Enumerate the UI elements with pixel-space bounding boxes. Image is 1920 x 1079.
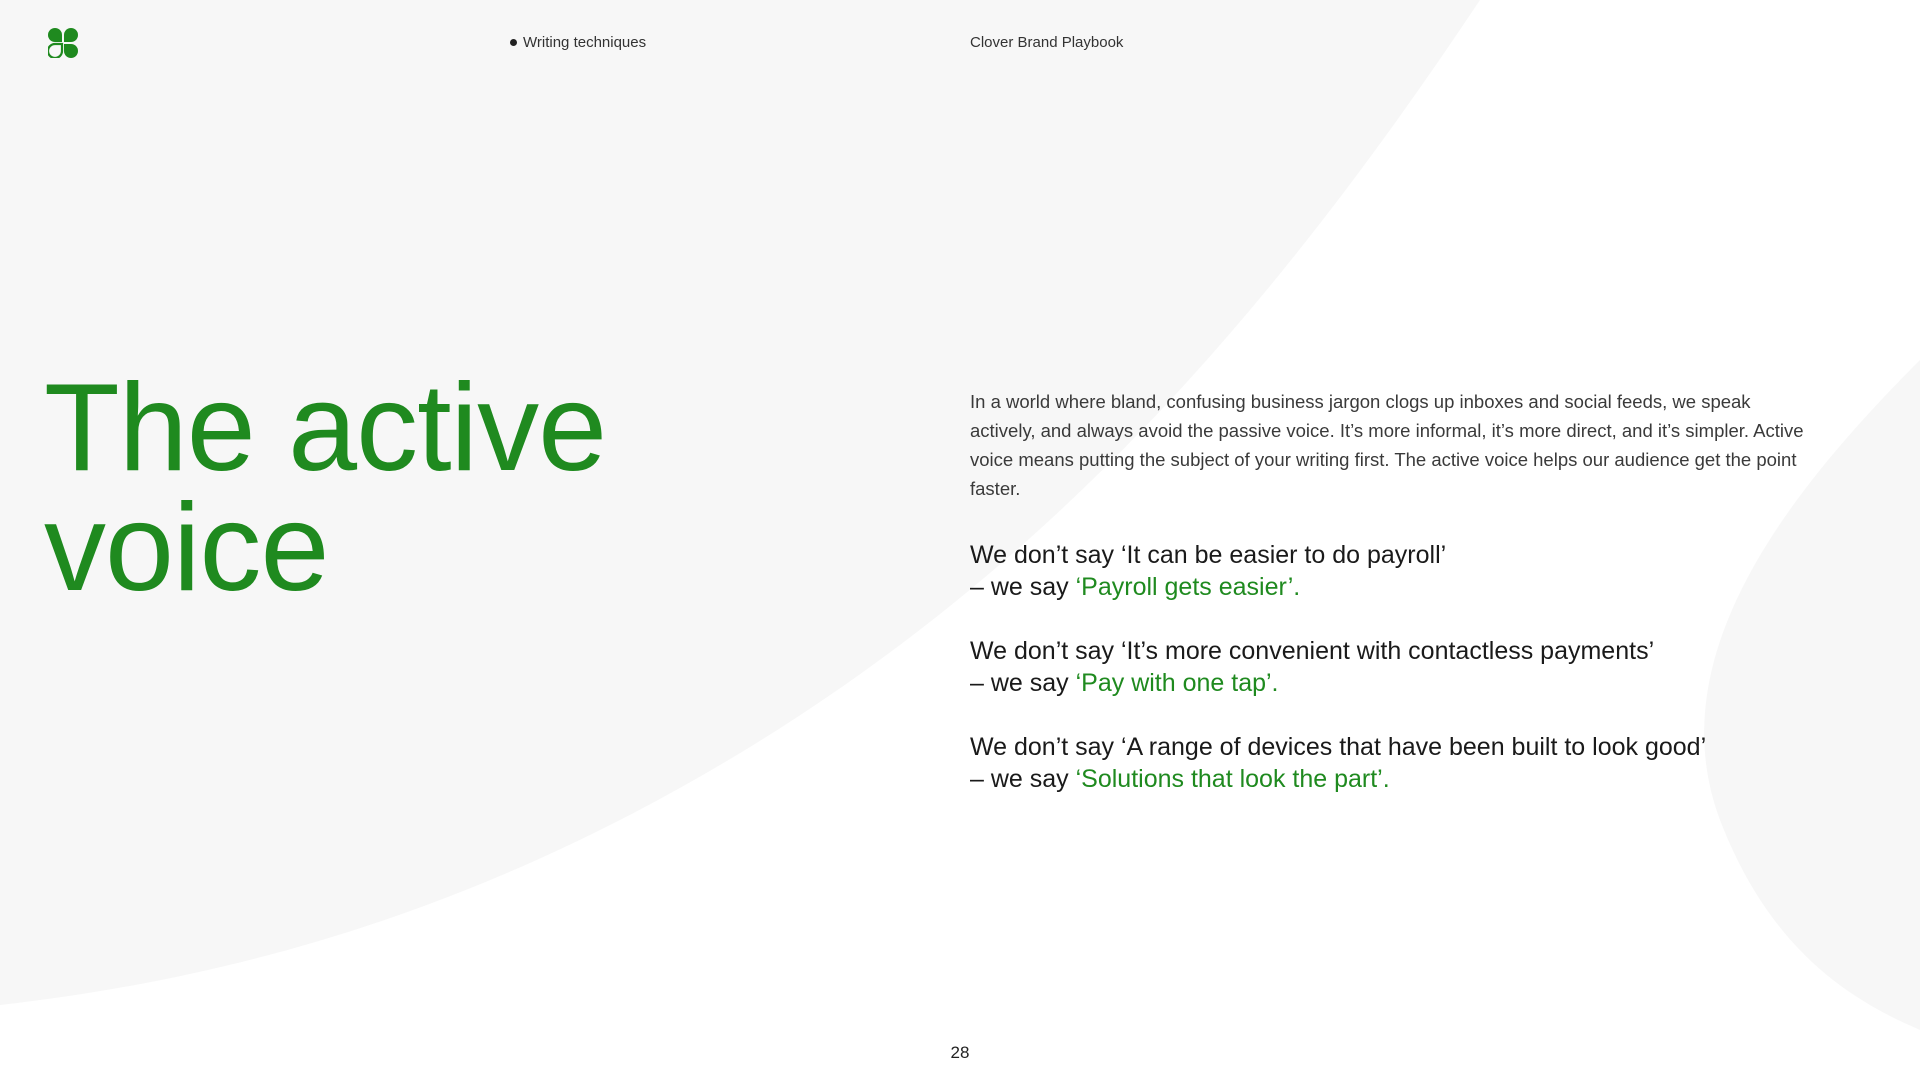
section-label-text: Writing techniques — [523, 34, 647, 51]
we-say-prefix: – we say — [970, 765, 1076, 793]
example-dont-say: We don’t say ‘It can be easier to do payroll’ — [970, 541, 1447, 569]
bullet-dot-icon — [510, 39, 517, 46]
example-we-say — [970, 763, 1850, 795]
headline-line-2: voice — [44, 479, 329, 617]
examples-list — [970, 539, 1850, 827]
document-title: Clover Brand Playbook — [970, 34, 1124, 51]
section-label — [510, 34, 646, 51]
example-item — [970, 539, 1850, 603]
we-say-phrase: ‘Payroll gets easier’. — [1075, 573, 1301, 601]
page-number: 28 — [950, 1043, 970, 1062]
example-we-say — [970, 667, 1850, 699]
clover-logo-icon — [48, 28, 78, 58]
example-item — [970, 731, 1850, 795]
we-say-phrase: ‘Solutions that look the part’. — [1075, 765, 1390, 793]
example-dont-say: We don’t say ‘It’s more convenient with contactless payments’ — [970, 637, 1655, 665]
we-say-prefix: – we say — [970, 669, 1076, 697]
example-item — [970, 635, 1850, 699]
example-we-say — [970, 571, 1850, 603]
we-say-prefix: – we say — [970, 573, 1076, 601]
we-say-phrase: ‘Pay with one tap’. — [1075, 669, 1279, 697]
example-dont-say: We don’t say ‘A range of devices that have been built to look good’ — [970, 733, 1707, 761]
page-headline — [44, 359, 744, 617]
headline-line-1: The active — [44, 359, 607, 497]
intro-paragraph: In a world where bland, confusing business jargon clogs up inboxes and social feeds, we speak actively, and always avoid the passive voice. It’s more informal, it’s more direct, and it’s simpler. Active voice means putting the subject of your writing first. The active voice helps our audience get the point faster. — [970, 391, 1804, 499]
